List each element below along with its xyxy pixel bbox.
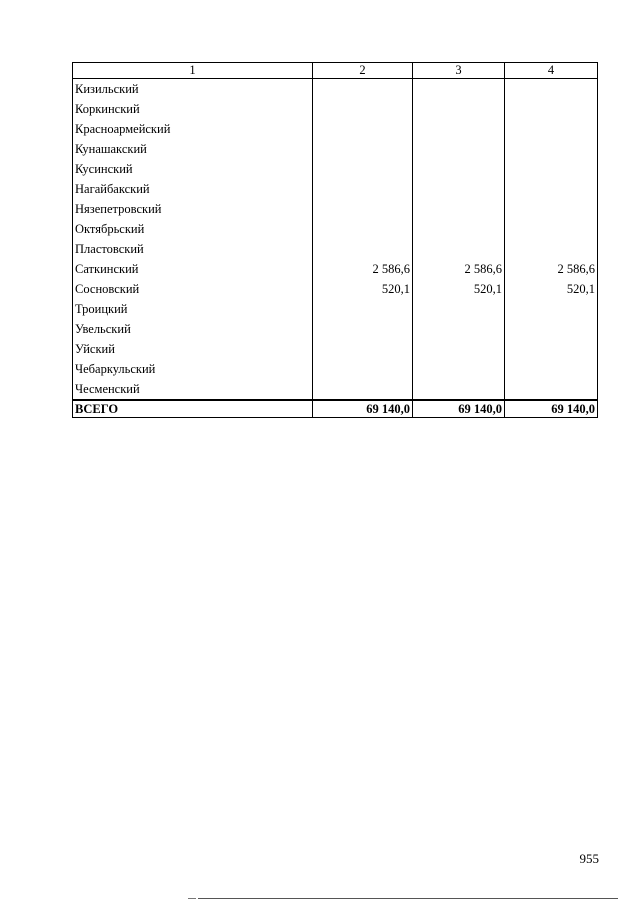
value-col-3: [413, 139, 505, 159]
table-row: [73, 339, 598, 359]
table-body: [73, 79, 598, 418]
value-col-2: [313, 239, 413, 259]
value-col-2: [313, 379, 413, 400]
table-row: [73, 259, 598, 279]
value-col-4: [505, 119, 598, 139]
district-name: Кунашакский: [73, 139, 313, 159]
value-col-2: [313, 99, 413, 119]
total-col-3: 69 140,0: [413, 400, 505, 418]
district-name: Кизильский: [73, 79, 313, 100]
value-col-2: [313, 159, 413, 179]
footer-dash: [188, 898, 196, 899]
value-col-3: [413, 79, 505, 100]
value-col-3: [413, 119, 505, 139]
district-name: Нязепетровский: [73, 199, 313, 219]
value-col-2: [313, 139, 413, 159]
header-row: [73, 63, 598, 79]
value-col-2: 2 586,6: [313, 259, 413, 279]
value-col-4: [505, 79, 598, 100]
table-row: [73, 299, 598, 319]
value-col-4: [505, 159, 598, 179]
value-col-2: [313, 119, 413, 139]
value-col-3: [413, 159, 505, 179]
value-col-3: 2 586,6: [413, 259, 505, 279]
district-name: Пластовский: [73, 239, 313, 259]
table-row: [73, 139, 598, 159]
district-name: Сосновский: [73, 279, 313, 299]
value-col-4: [505, 339, 598, 359]
district-name: Коркинский: [73, 99, 313, 119]
table-row: [73, 99, 598, 119]
district-name: Красноармейский: [73, 119, 313, 139]
table-row: [73, 119, 598, 139]
budget-table: [72, 62, 598, 418]
value-col-2: [313, 79, 413, 100]
district-name: Нагайбакский: [73, 179, 313, 199]
total-col-4: 69 140,0: [505, 400, 598, 418]
value-col-3: [413, 339, 505, 359]
header-col-1: 1: [73, 63, 313, 79]
table-row: [73, 199, 598, 219]
header-col-4: 4: [505, 63, 598, 79]
value-col-4: [505, 219, 598, 239]
district-name: Чесменский: [73, 379, 313, 400]
district-name: Кусинский: [73, 159, 313, 179]
value-col-3: [413, 199, 505, 219]
value-col-2: [313, 219, 413, 239]
district-name: Уйский: [73, 339, 313, 359]
table-row: [73, 79, 598, 100]
table-row: [73, 379, 598, 400]
value-col-3: [413, 179, 505, 199]
value-col-4: [505, 239, 598, 259]
value-col-2: [313, 179, 413, 199]
value-col-2: [313, 339, 413, 359]
footer-line: [198, 898, 618, 899]
table-row: [73, 279, 598, 299]
total-label: ВСЕГО: [73, 400, 313, 418]
district-name: Октябрьский: [73, 219, 313, 239]
total-row: [73, 400, 598, 418]
value-col-2: 520,1: [313, 279, 413, 299]
value-col-3: [413, 299, 505, 319]
value-col-2: [313, 319, 413, 339]
value-col-3: [413, 99, 505, 119]
district-name: Увельский: [73, 319, 313, 339]
value-col-4: [505, 299, 598, 319]
value-col-4: [505, 319, 598, 339]
district-name: Саткинский: [73, 259, 313, 279]
table-row: [73, 159, 598, 179]
value-col-3: [413, 219, 505, 239]
value-col-3: [413, 359, 505, 379]
value-col-4: [505, 99, 598, 119]
table-row: [73, 239, 598, 259]
page-number: 955: [579, 851, 599, 866]
district-name: Чебаркульский: [73, 359, 313, 379]
value-col-4: 520,1: [505, 279, 598, 299]
value-col-2: [313, 299, 413, 319]
table-header: [73, 63, 598, 79]
table-row: [73, 319, 598, 339]
value-col-4: 2 586,6: [505, 259, 598, 279]
table-row: [73, 219, 598, 239]
value-col-3: [413, 239, 505, 259]
header-col-2: 2: [313, 63, 413, 79]
total-col-2: 69 140,0: [313, 400, 413, 418]
value-col-4: [505, 139, 598, 159]
table-row: [73, 359, 598, 379]
header-col-3: 3: [413, 63, 505, 79]
value-col-2: [313, 359, 413, 379]
value-col-4: [505, 179, 598, 199]
district-name: Троицкий: [73, 299, 313, 319]
value-col-4: [505, 359, 598, 379]
value-col-3: 520,1: [413, 279, 505, 299]
value-col-3: [413, 379, 505, 400]
value-col-3: [413, 319, 505, 339]
value-col-2: [313, 199, 413, 219]
value-col-4: [505, 199, 598, 219]
table-row: [73, 179, 598, 199]
value-col-4: [505, 379, 598, 400]
